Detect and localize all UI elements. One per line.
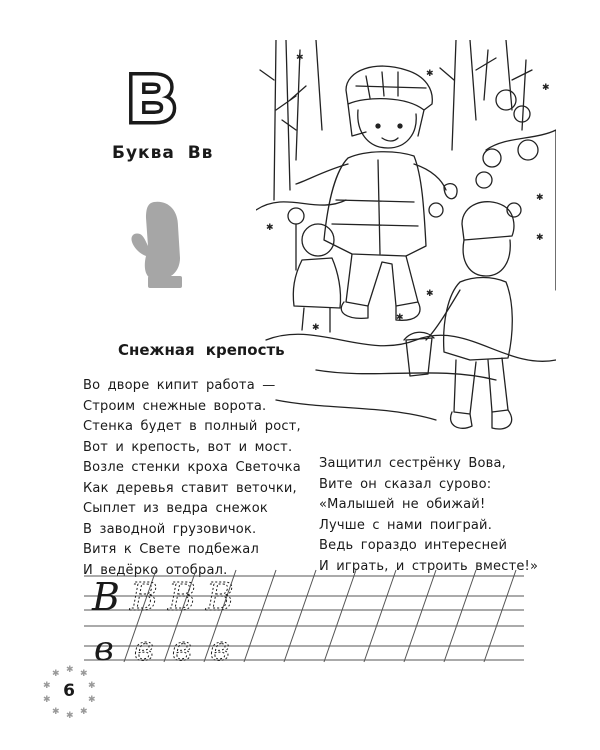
svg-text:✱: ✱	[88, 695, 96, 705]
sample-upper-letter: В	[92, 575, 120, 619]
snowflake-icon: ✱	[426, 69, 434, 79]
boy-boots	[341, 302, 420, 320]
winter-illustration	[256, 40, 556, 440]
page-number: 6	[63, 681, 75, 701]
snowflake-icon: ✱	[536, 193, 544, 203]
svg-text:✱: ✱	[52, 707, 60, 717]
vitya-legs	[454, 358, 508, 414]
svg-text:✱: ✱	[66, 665, 74, 675]
boy-hat-check	[356, 72, 426, 98]
sample-lower-letter: в	[94, 629, 114, 668]
poem-line: Во дворе кипит работа —	[83, 378, 276, 393]
poem-line: Вот и крепость, вот и мост.	[83, 439, 293, 455]
mitten-icon	[128, 198, 190, 290]
poem-line: Строим снежные ворота.	[83, 398, 267, 414]
poem-line: «Малышей не обижай!	[319, 497, 486, 512]
poem-left-column	[83, 376, 301, 581]
snowflake-icon: ✱	[312, 323, 320, 333]
boy-jacket-lines	[332, 160, 418, 254]
big-letter-glyph: В	[128, 66, 176, 126]
boy-face	[358, 110, 416, 148]
trace-upper-letter: В	[206, 575, 234, 619]
girl-body	[293, 258, 340, 308]
trace-lower-letter: в	[134, 629, 154, 668]
boy-arm	[296, 164, 446, 190]
svg-text:✱: ✱	[66, 711, 74, 720]
boy-mitten	[444, 184, 457, 199]
poem-line: Витя к Свете подбежал	[83, 542, 259, 557]
poem-line: Стенка будет в полный рост,	[83, 419, 301, 434]
snow-bank	[266, 334, 556, 361]
svg-text:✱: ✱	[43, 681, 51, 691]
snowflake-icon: ✱	[536, 233, 544, 243]
poem-line: Вите он сказал сурово:	[319, 476, 492, 492]
vitya-bucket	[404, 332, 434, 376]
poem-right-column	[319, 454, 538, 577]
poem-line: И играть, и строить вместе!»	[319, 558, 539, 574]
poem-line: Лучше с нами поиграй.	[319, 517, 493, 533]
trace-lower-letter: в	[172, 629, 192, 668]
snowflake-icon: ✱	[266, 223, 274, 233]
letter-heading: Буква Вв	[112, 143, 214, 163]
snowflake-icon: ✱	[426, 289, 434, 299]
poem-line: Сыплет из ведра снежок	[83, 501, 268, 516]
trace-upper-letter: В	[168, 575, 196, 619]
svg-text:✱: ✱	[43, 695, 51, 705]
svg-text:✱: ✱	[80, 707, 88, 717]
trace-lower-letter: в	[210, 629, 230, 668]
boy-mouth	[382, 138, 398, 141]
poem-line: И ведёрко отобрал.	[83, 562, 228, 578]
boy-pants	[346, 254, 418, 306]
poem-line: Как деревья ставит веточки,	[83, 480, 297, 496]
snowflake-icon: ✱	[396, 313, 404, 323]
vitya-head	[463, 240, 510, 276]
poem-line: В заводной грузовичок.	[83, 521, 257, 537]
vitya-jacket	[444, 278, 513, 361]
poem-line: Ведь гораздо интересней	[319, 538, 508, 553]
svg-text:✱: ✱	[52, 669, 60, 679]
handwriting-practice	[84, 568, 534, 668]
big-letter-v	[122, 66, 182, 126]
svg-text:✱: ✱	[80, 669, 88, 679]
snowflake-icon: ✱	[542, 83, 550, 93]
poem-line: Возле стенки кроха Светочка	[83, 460, 301, 475]
svg-text:✱: ✱	[88, 681, 96, 691]
poem-title: Снежная крепость	[118, 341, 285, 359]
tree-branches	[260, 58, 532, 130]
snowflake-icon: ✱	[296, 53, 304, 63]
vitya-hat	[462, 202, 514, 240]
boy-hat-earflap	[348, 104, 424, 136]
trace-upper-letter: В	[130, 575, 158, 619]
poem-line: Защитил сестрёнку Вова,	[319, 456, 506, 471]
